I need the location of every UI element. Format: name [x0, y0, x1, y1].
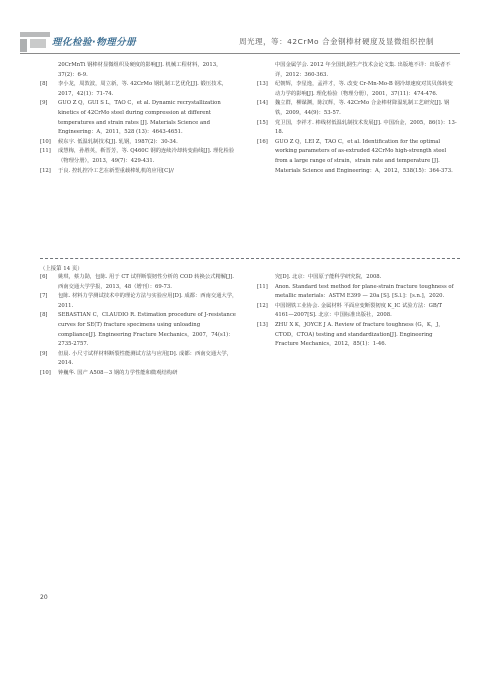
- reference-item: [40, 273, 240, 292]
- reference-number: [11]: [257, 283, 268, 290]
- reference-text: 究[D]. 北京：中国原子能科学研究院，2008.: [275, 274, 382, 280]
- reference-item: [40, 61, 240, 80]
- page-header: [0, 30, 480, 54]
- reference-number: [8]: [40, 81, 48, 88]
- reference-number: [6]: [40, 274, 48, 280]
- reference-text: 于良. 控轧控冷工艺在新型重载棒轧机的应用[C]//: [58, 167, 174, 174]
- reference-number: [13]: [257, 81, 268, 88]
- references-top-left: [40, 61, 240, 176]
- reference-item: [40, 147, 240, 166]
- reference-text: 纪朝辉，李星逸，孟祥才，等. 改变 Cr-Mn-Mo-B 钢冷却速度对其贝体转变动力学的影响[J]. 理化检验（物理分册），2001，37(11)：474-476.: [275, 81, 453, 97]
- reference-text: 20CrMnTi 钢棒材显微组织及硬度的影响[J]. 机械工程材料，2013，37(2)：6-9.: [58, 62, 222, 78]
- reference-text: 钟巍华. 国产 A508－3 钢的力学性能和微观结构研: [58, 369, 178, 376]
- reference-text: GUO Z Q，GUI S L，TAO C，et al. Dynamic recrystallization kinetics of 42CrMo steel during compression at different temperatures and strain rates [J]. Materials Science and Engineering：A，2011，528 (13)：4643-4651.: [58, 100, 221, 136]
- reference-item: [40, 80, 240, 99]
- reference-item: [257, 138, 457, 176]
- reference-item: [257, 119, 457, 138]
- reference-text: 党卫国，李祥才. 棒线材低温轧制技术发展[J]. 中国冶金，2005，86(1)：13-18.: [275, 119, 457, 136]
- section-divider: [40, 258, 460, 259]
- reference-item: [40, 369, 240, 379]
- references-bottom-left: [40, 273, 240, 379]
- reference-text: 中国金属学会. 2012 年全国轧钢生产技术会论文集. 出版地不详：出版者不详，2012：360-363.: [275, 62, 451, 78]
- reference-number: [9]: [40, 100, 48, 107]
- reference-text: 包陈. 材料力学测试技术中的理论方法与实验应用[D]. 成都：西南交通大学，2011.: [58, 293, 238, 309]
- reference-text: 成慧梅，孙胜英，靳晋芳，等. Q460C 钢的连续冷却转变曲线[J]. 理化检验（物理分册），2013，49(7)：429-431.: [58, 148, 235, 164]
- reference-item: [257, 80, 457, 99]
- reference-number: [8]: [40, 312, 48, 319]
- reference-number: [7]: [40, 293, 48, 300]
- reference-number: [12]: [40, 167, 51, 174]
- reference-item: [257, 302, 457, 321]
- continued-from-label: （上接第 14 页）: [40, 266, 83, 272]
- reference-item: [40, 350, 240, 369]
- journal-brand: 理化检验·物理分册: [52, 37, 137, 48]
- reference-text: 李小龙，周敦波，周立新，等. 42CrMo 钢轧制工艺优化[J]. 锻压技术，2017，42(1)：71-74.: [58, 81, 228, 97]
- reference-text: GUO Z Q，LEI Z，TAO C，et al. Identification for the optimal working parameters of as-extruded 42CrMo high-strength steel from a large range of strain，strain rate and temperature [J]. Materials Science and Engineering：A，2012，538(15)：364-373.: [275, 138, 453, 174]
- references-bottom-right: [257, 273, 457, 350]
- reference-text: Anon. Standard test method for plane-strain fracture toughness of metallic materials：ASTM E399 — 20a [S]. [S.l.]：[s.n.]，2020.: [275, 283, 454, 300]
- reference-text: SEBASTIAN C，CLAUDIO R. Estimation procedure of J-resistance curves for SE(T) fracture specimens using unloading compliance[J]. Engineering Fracture Mechanics，2007，74(s1)：2735-2757.: [58, 312, 236, 348]
- reference-item: [257, 273, 457, 283]
- reference-text: 但晨. 小尺寸试样材料断裂性能测试方法与应用[D]. 成都：西南交通大学，2014.: [58, 350, 233, 367]
- reference-item: [40, 138, 240, 148]
- reference-text: 候东宇. 低温轧制技术[J]. 轧钢，1987(2)：30-34.: [58, 138, 178, 145]
- header-rule: [20, 53, 460, 54]
- reference-item: [40, 167, 240, 177]
- journal-logo: [20, 30, 50, 52]
- page-number: 20: [40, 594, 48, 601]
- reference-number: [12]: [257, 302, 268, 309]
- reference-number: [10]: [40, 138, 51, 145]
- reference-number: [9]: [40, 350, 48, 357]
- reference-number: [16]: [257, 138, 268, 145]
- reference-item: [40, 99, 240, 137]
- reference-number: [11]: [40, 148, 51, 155]
- reference-item: [257, 283, 457, 302]
- reference-number: [13]: [257, 321, 268, 328]
- reference-number: [14]: [257, 100, 268, 107]
- reference-item: [40, 292, 240, 311]
- reference-text: 姚琪，蔡力勋，包陈. 用于 CT 试样断裂韧性分析的 COD 转换公式精解[J]. 西南交通大学学报，2013，48（增刊）：69-73.: [58, 274, 234, 290]
- reference-number: [15]: [257, 119, 268, 126]
- reference-item: [257, 99, 457, 118]
- reference-item: [257, 61, 457, 80]
- reference-number: [10]: [40, 369, 51, 376]
- reference-text: ZHU X K，JOYCE J A. Review of fracture toughness (G，K，J，CTOD，CTOA) testing and standardization[J]. Engineering Fracture Mechanics，2012，85(1)：1-46.: [275, 321, 444, 348]
- reference-item: [257, 321, 457, 350]
- reference-text: 魏立群，柳谋渊，陈汉辉，等. 42CrMo 合金棒材降温轧制工艺研究[J]. 钢铁，2009，44(9)：53-57.: [275, 100, 450, 116]
- running-title: 周光理，等：42CrMo 合金钢棒材硬度及显微组织控制: [239, 37, 434, 46]
- references-top-right: [257, 61, 457, 176]
- reference-text: 中国钢铁工业协会. 金属材料 平面应变断裂韧度 K_IC 试验方法：GB/T 4161—2007[S]. 北京：中国标准出版社，2008.: [275, 302, 443, 319]
- reference-item: [40, 311, 240, 349]
